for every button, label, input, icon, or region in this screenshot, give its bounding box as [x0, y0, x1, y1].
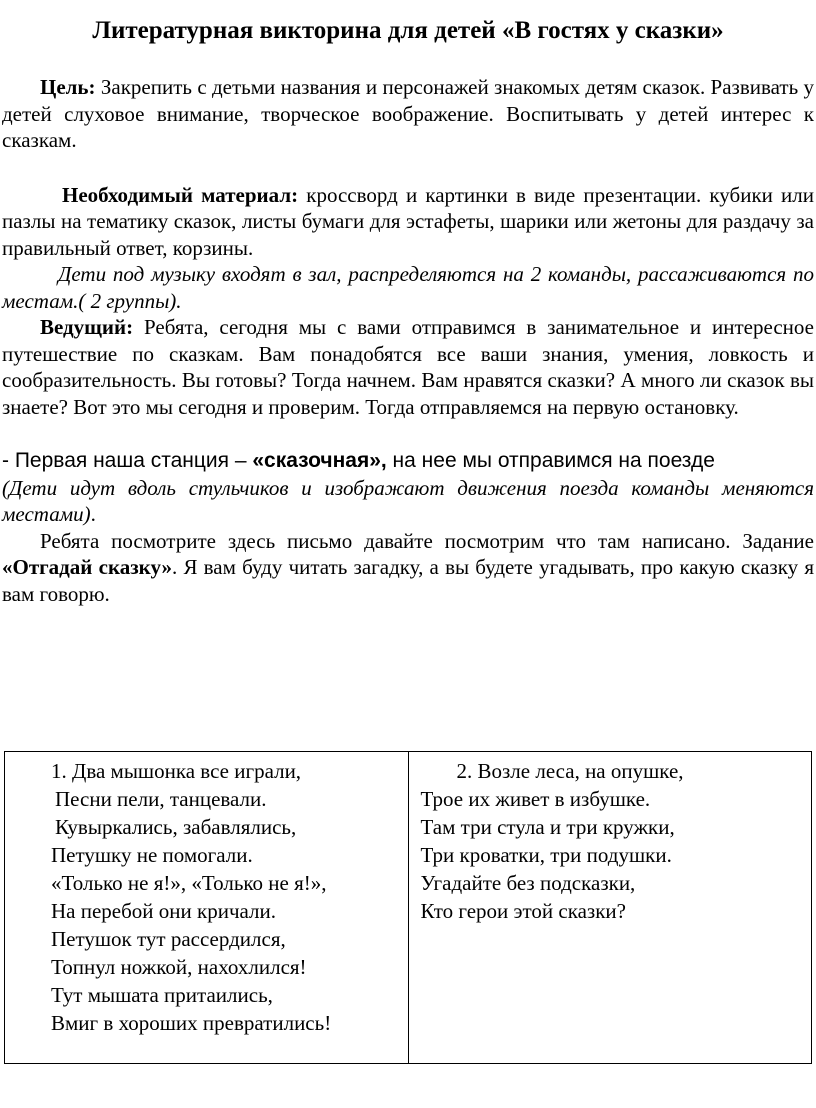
materials-paragraph [2, 182, 814, 262]
riddle-cell-left [5, 752, 409, 1064]
materials-text-b: кубики или пазлы на тематику сказок, листы бумаги для эстафеты, шарики или жетоны для раздачу за правильный ответ, корзины. [2, 182, 814, 260]
goal-label: Цель: [40, 75, 96, 99]
riddle-1-line: Вмиг в хороших превратились! [51, 1011, 332, 1035]
riddle-1-line: Песни пели, танцевали. [55, 787, 267, 811]
stage-direction-train-text: (Дети идут вдоль стульчиков и изображают движения поезда команды меняются местами) [2, 475, 814, 526]
riddle-1-line: Петушку не помогали. [51, 843, 253, 867]
host-text: Ребята, сегодня мы с вами отправимся в занимательное и интересное путешествие по сказкам. Вам понадобятся все ваши знания, умения, ловкость и сообразительность. Вы готовы? Тогда начнем. Вам нравятся сказки? А много ли сказок вы знаете? Вот это мы сегодня и проверим. Тогда отправляемся на первую остановку. [2, 315, 814, 419]
riddle-2-line: Там три стула и три кружки, [420, 815, 675, 839]
riddle-1-line: 1. Два мышонка все играли, [51, 759, 302, 783]
riddles-table [4, 751, 812, 1064]
stage-direction-entry-text: Дети под музыку входят в зал, распределяются на 2 команды, рассаживаются по местам.( 2 группы). [2, 262, 814, 313]
riddle-1-line: На перебой они кричали. [51, 899, 276, 923]
task-name: «Отгадай сказку» [2, 555, 172, 579]
station-name: «сказочная», [252, 449, 387, 472]
riddle-1-line: «Только не я!», «Только не я!», [51, 871, 327, 895]
riddle-1-line: Кувыркались, забавлялись, [55, 815, 297, 839]
materials-label: Необходимый материал: [62, 182, 299, 207]
host-paragraph [2, 314, 814, 420]
riddle-2-line: Угадайте без подсказки, [420, 871, 636, 895]
materials-text-a: кроссворд и картинки в виде презентации. [298, 182, 702, 207]
task-text-b: . Я вам буду читать загадку, а вы будете угадывать, про какую сказку я вам говорю. [2, 555, 814, 606]
task-text-a: Ребята посмотрите здесь письмо давайте посмотрим что там написано. Задание [40, 528, 814, 553]
station-paragraph [2, 448, 814, 475]
riddle-2-line: Три кроватки, три подушки. [420, 843, 672, 867]
riddle-2-line: Кто герои этой сказки? [420, 899, 626, 923]
riddle-1-line: Топнул ножкой, нахохлился! [51, 955, 307, 979]
stage-direction-train-end: . [90, 502, 96, 526]
goal-paragraph [2, 74, 814, 154]
stage-direction-train [2, 475, 814, 528]
stage-direction-entry [2, 261, 814, 314]
host-label: Ведущий: [40, 315, 134, 339]
goal-text: Закрепить с детьми названия и персонажей знакомых детям сказок. Развивать у детей слуховое внимание, творческое воображение. Воспитывать у детей интерес к сказкам. [2, 75, 814, 152]
riddles-row [5, 752, 812, 1064]
station-prefix: - Первая наша станция – [2, 449, 253, 472]
riddle-cell-right [408, 752, 812, 1064]
riddle-2-line: 2. Возле леса, на опушке, [456, 759, 684, 783]
riddle-2-line: Трое их живет в избушке. [420, 787, 651, 811]
riddle-1-line: Петушок тут рассердился, [51, 927, 286, 951]
riddle-1-line: Тут мышата притаились, [51, 983, 273, 1007]
station-suffix: на нее мы отправимся на поезде [386, 449, 715, 472]
page-title: Литературная викторина для детей «В гостях у сказки» [92, 17, 724, 44]
task-paragraph [2, 528, 814, 608]
